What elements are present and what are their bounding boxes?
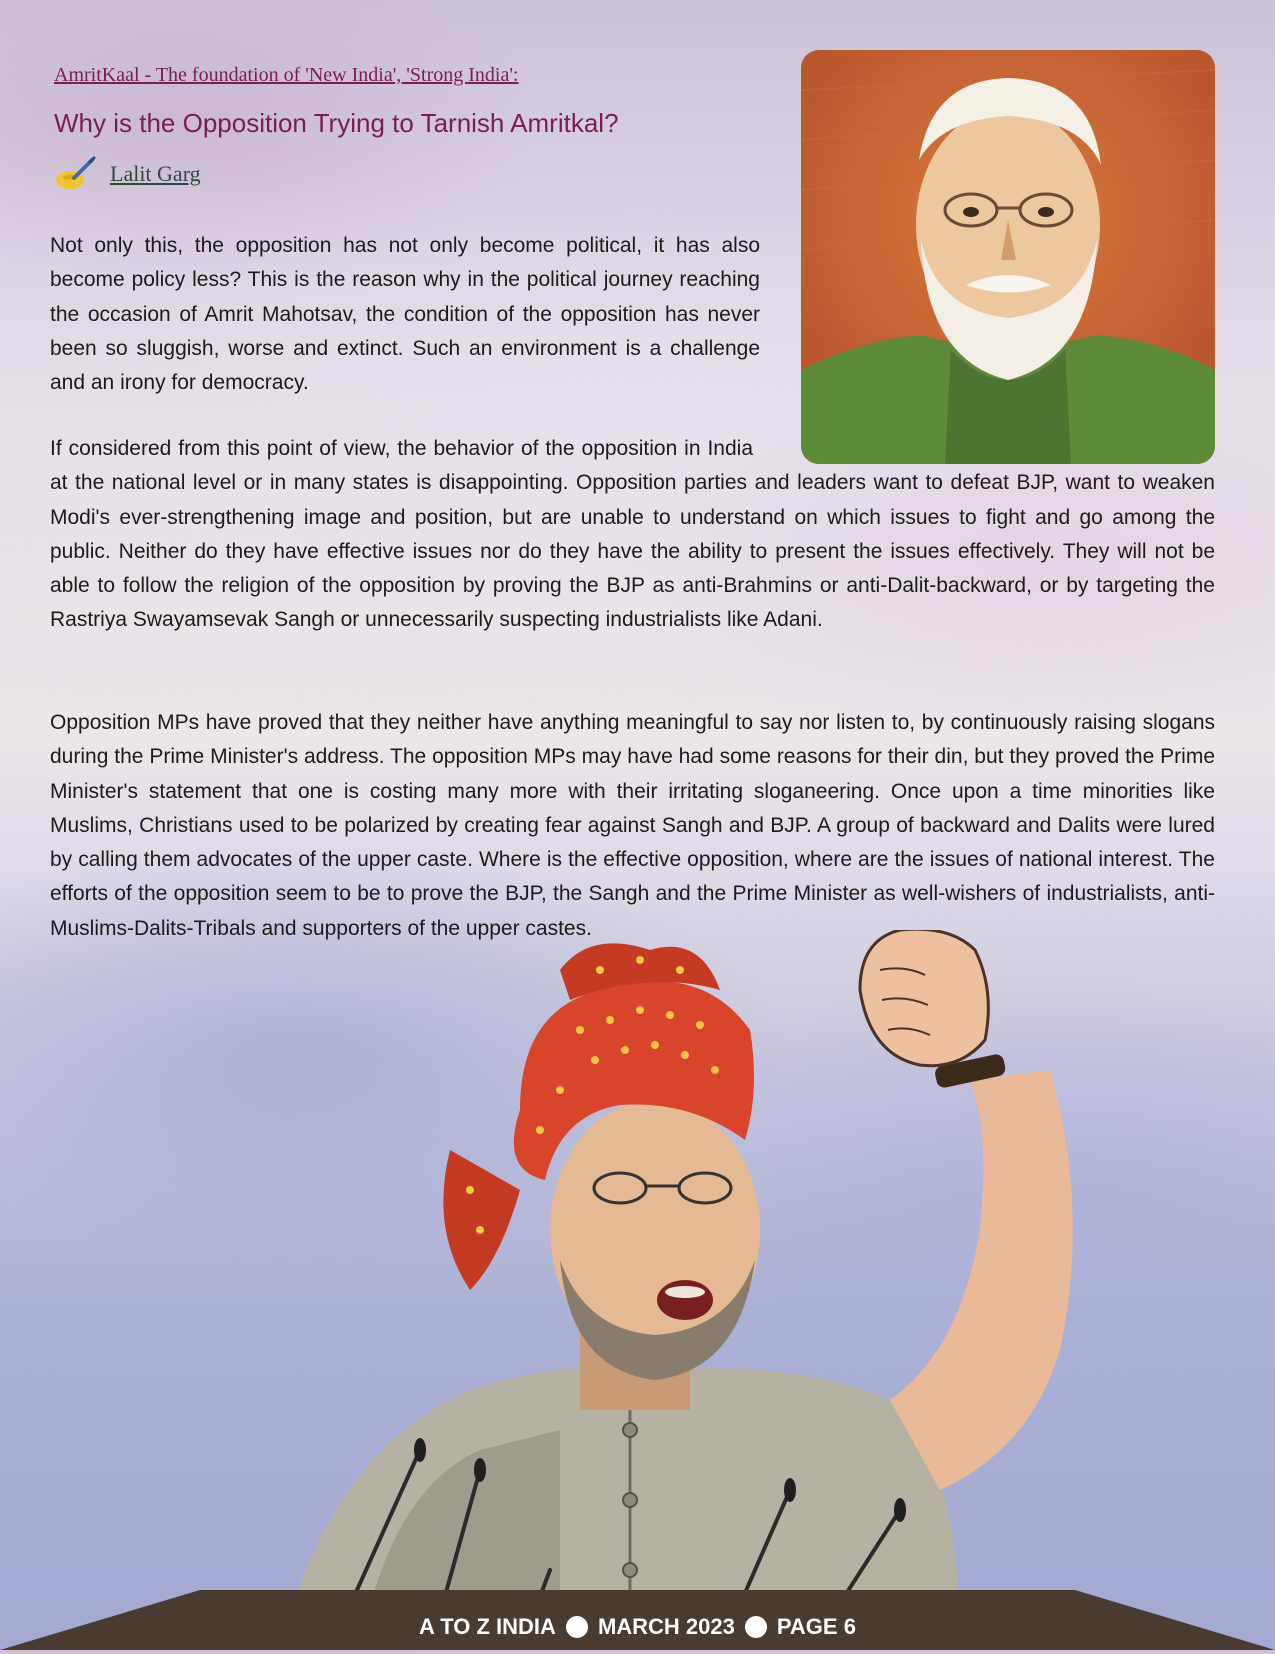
- bullet-dot-icon: [745, 1616, 767, 1638]
- page-footer: [0, 1614, 1275, 1640]
- paragraph-2: [50, 432, 1215, 638]
- byline: [54, 156, 201, 192]
- footer-publication: A TO Z INDIA: [419, 1614, 556, 1639]
- bullet-dot-icon: [566, 1616, 588, 1638]
- author-name: Lalit Garg: [110, 161, 201, 186]
- article-headline: Why is the Opposition Trying to Tarnish Amritkal?: [54, 108, 619, 138]
- leader-portrait-image: [801, 50, 1215, 464]
- footer-issue: MARCH 2023: [597, 1614, 735, 1639]
- paragraph-2-text: If considered from this point of view, the behavior of the opposition in India at the national level or in many states is disappointing. Opposition parties and leaders want to defeat BJP, want to weaken Modi's ever-strengthening image and position, but are unable to understand on which issues to fight and go among the public. Neither do they have effective issues nor do they have the ability to present the issues effectively. They will not be able to follow the religion of the opposition by proving the BJP as anti-Brahmins or anti-Dalit-backward, or by targeting the Rastriya Swayamsevak Sangh or unnecessarily suspecting industrialists like Adani.: [50, 437, 1215, 632]
- speaker-illustration: [0, 930, 1275, 1650]
- footer-page-number: PAGE 6: [776, 1614, 856, 1639]
- paragraph-1: Not only this, the opposition has not only become political, it has also become policy less? This is the reason why in the political journey reaching the occasion of Amrit Mahotsav, the condition of the opposition has never been so sluggish, worse and extinct. Such an environment is a challenge and an irony for democracy.: [50, 234, 760, 395]
- writing-hand-icon: [54, 156, 96, 192]
- article-kicker: AmritKaal - The foundation of 'New India', 'Strong India':: [54, 64, 519, 86]
- paragraph-3: Opposition MPs have proved that they neither have anything meaningful to say nor listen to, by continuously raising slogans during the Prime Minister's address. The opposition MPs may have had some reasons for their din, but they proved the Prime Minister's statement that one is costing many more with their irritating sloganeering. Once upon a time minorities like Muslims, Christians used to be polarized by creating fear against Sangh and BJP. A group of backward and Dalits were lured by calling them advocates of the upper caste. Where is the effective opposition, where are the issues of national interest. The efforts of the opposition seem to be to prove the BJP, the Sangh and the Prime Minister as well-wishers of industrialists, anti-Muslims-Dalits-Tribals and supporters of the upper castes.: [50, 711, 1215, 940]
